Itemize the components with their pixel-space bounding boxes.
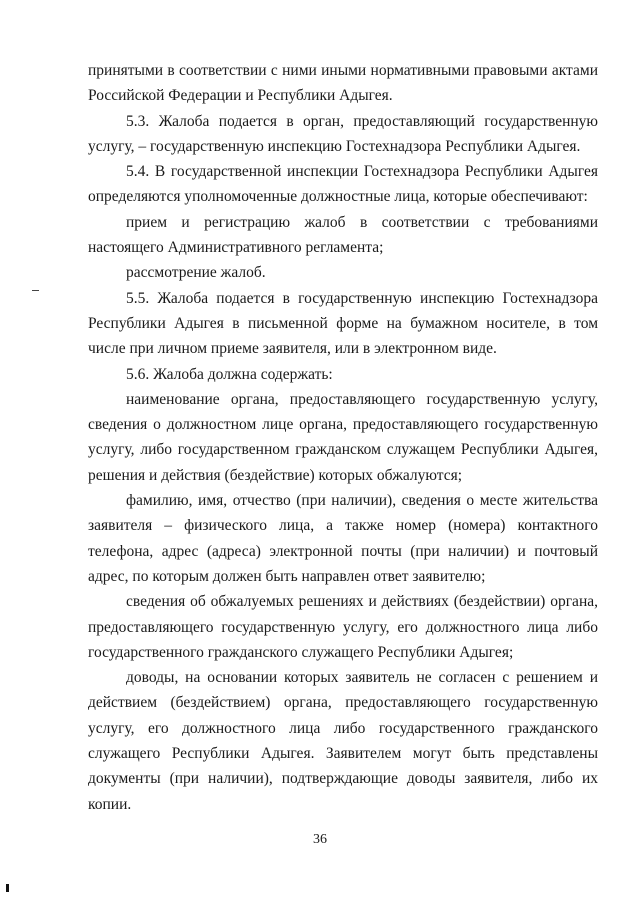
list-item-applicant-info: фамилию, имя, отчество (при наличии), сведения о месте жительства заявителя – физического лица, а также номер (номера) контактного телефона, адрес (адреса) электронной почты (при наличии) и почтовый адрес, по которым должен быть направлен ответ заявителю; — [88, 492, 598, 585]
list-item-arguments: доводы, на основании которых заявитель не согласен с решением и действием (бездействием) органа, предоставляющего государственную услугу, его должностного лица либо государственного гражданского служащего Республики Адыгея. Заявителем могут быть представлены документы (при наличии), подтверждающие доводы заявителя, либо их копии. — [88, 669, 598, 813]
list-item-organ-name: наименование органа, предоставляющего государственную услугу, сведения о должностном лице органа, предоставляющего государственную услугу, либо государственном гражданском служащем Республики Адыгея, решения и действия (бездействие) которых обжалуются; — [88, 390, 598, 484]
paragraph-5-6: 5.6. Жалоба должна содержать: — [126, 365, 333, 383]
page-number: 36 — [313, 832, 327, 847]
list-item-review: рассмотрение жалоб. — [126, 264, 266, 282]
scan-mark — [6, 884, 9, 892]
paragraph-5-4: 5.4. В государственной инспекции Гостехнадзора Республики Адыгея определяются уполномоченные должностные лица, которые обеспечивают: — [88, 163, 598, 206]
list-item-registration: прием и регистрацию жалоб в соответствии с требованиями настоящего Административного регламента; — [88, 213, 598, 257]
paragraph-continuation: принятыми в соответствии с ними иными нормативными правовыми актами Российской Федерации и Республики Адыгея. — [88, 62, 598, 105]
paragraph-5-3: 5.3. Жалоба подается в орган, предоставляющий государственную услугу, – государственную инспекцию Гостехнадзора Республики Адыгея. — [88, 112, 598, 155]
document-body — [88, 58, 598, 817]
margin-dash — [32, 290, 39, 291]
paragraph-5-5: 5.5. Жалоба подается в государственную инспекцию Гостехнадзора Республики Адыгея в письменной форме на бумажном носителе, в том числе при личном приеме заявителя, или в электронном виде. — [88, 289, 598, 358]
list-item-appealed-decisions: сведения об обжалуемых решениях и действиях (бездействии) органа, предоставляющего государственную услугу, его должностного лица либо государственного гражданского служащего Республики Адыгея; — [88, 593, 598, 661]
